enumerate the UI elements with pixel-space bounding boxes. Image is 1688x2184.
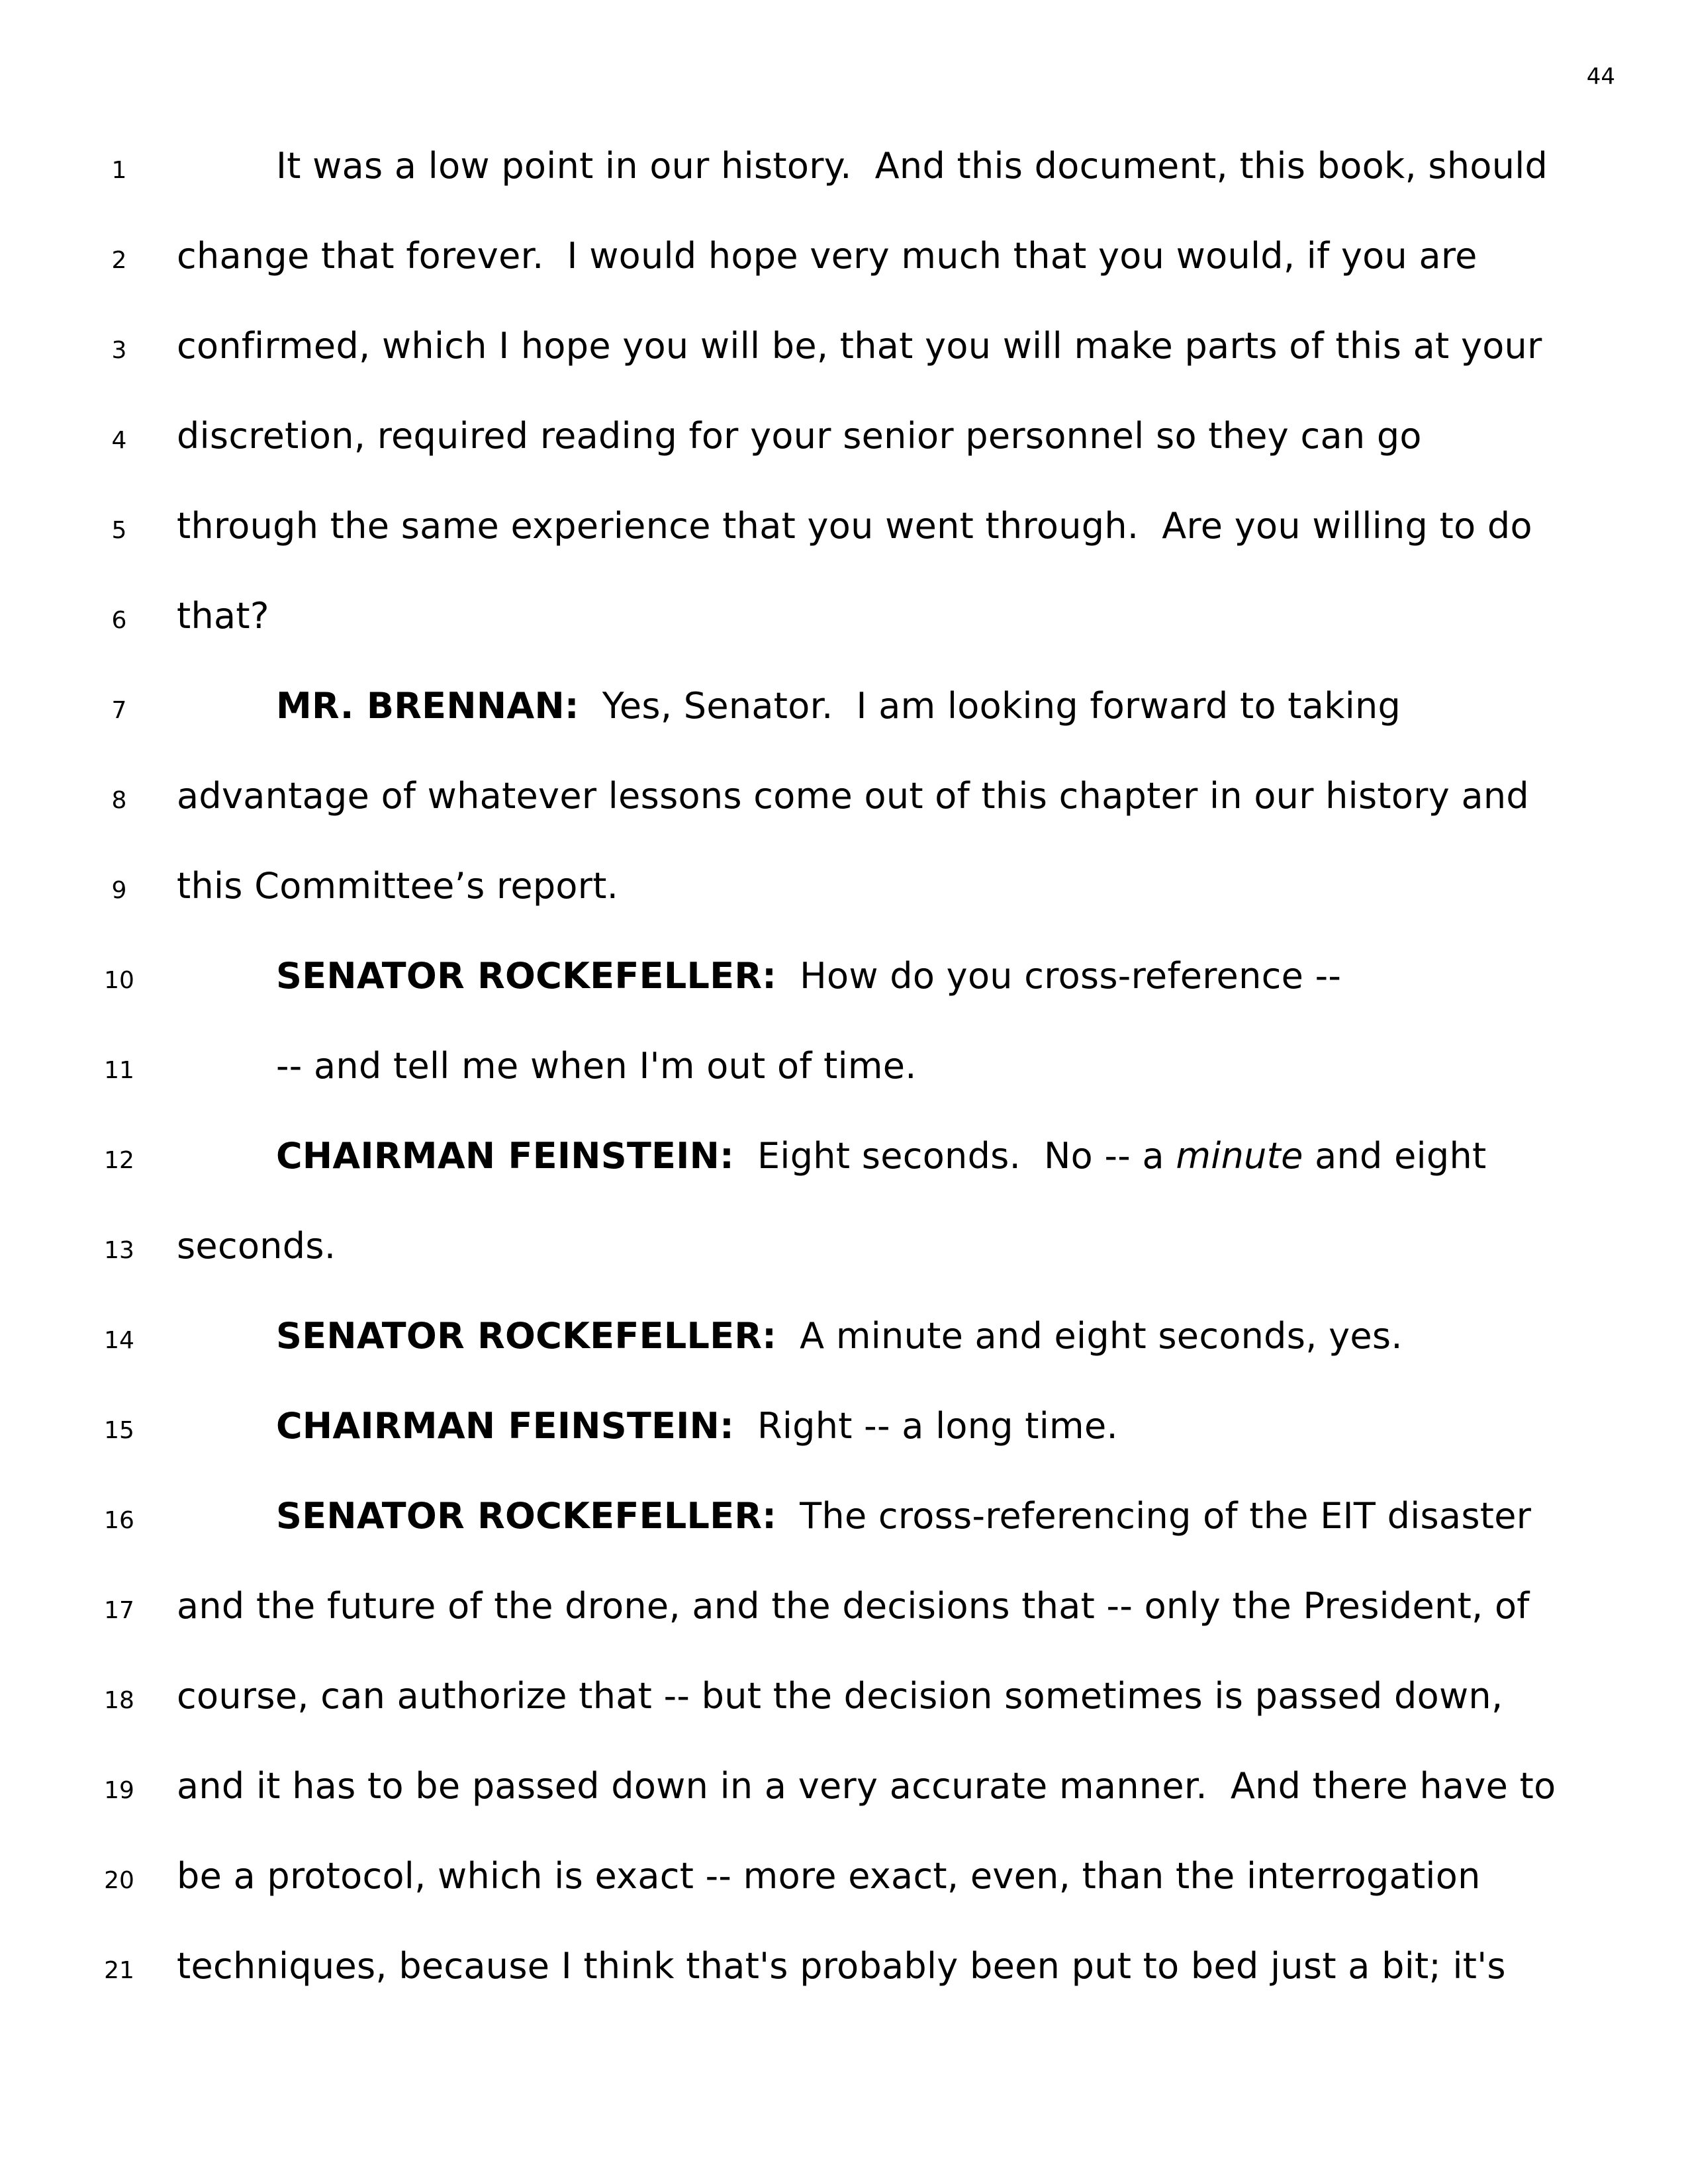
line-number: 21 [104,1957,134,1984]
line-text [276,1134,1486,1178]
line-number: 3 [111,337,127,364]
speech-text: How do you cross-reference -- [776,955,1342,997]
line-text [276,1314,1403,1358]
line-number: 18 [104,1687,134,1714]
line-number: 6 [111,607,127,634]
line-text: change that forever. I would hope very much that you would, if you are [177,235,1477,277]
line-number: 14 [104,1327,134,1354]
line-text: through the same experience that you went through. Are you willing to do [177,505,1532,547]
line-text: course, can authorize that -- but the decision sometimes is passed down, [177,1675,1503,1717]
line-number: 8 [111,787,127,814]
speaker-name: CHAIRMAN FEINSTEIN: [276,1405,735,1447]
line-number: 7 [111,697,127,724]
line-text [276,954,1341,998]
speech-text: A minute and eight seconds, yes. [776,1315,1403,1357]
speaker-name: SENATOR ROCKEFELLER: [276,955,777,997]
line-text: this Committee’s report. [177,865,619,907]
transcript-line [0,1945,1688,2074]
line-number: 15 [104,1417,134,1444]
line-text: advantage of whatever lessons come out of this chapter in our history and [177,775,1529,817]
line-text: It was a low point in our history. And this document, this book, should [276,145,1548,187]
line-text: and it has to be passed down in a very accurate manner. And there have to [177,1765,1556,1807]
line-number: 19 [104,1777,134,1804]
line-number: 17 [104,1597,134,1624]
line-number: 11 [104,1057,134,1084]
line-text: and the future of the drone, and the decisions that -- only the President, of [177,1585,1530,1627]
speech-text: Right -- a long time. [734,1405,1118,1447]
line-number: 20 [104,1867,134,1894]
line-text: -- and tell me when I'm out of time. [276,1045,917,1087]
line-text [276,1494,1531,1538]
line-number: 9 [111,877,127,904]
line-text: be a protocol, which is exact -- more exact, even, than the interrogation [177,1855,1481,1897]
line-number: 4 [111,427,127,454]
page-number: 44 [1586,64,1615,90]
line-text [276,1404,1118,1448]
line-text: discretion, required reading for your senior personnel so they can go [177,415,1422,457]
line-number: 5 [111,517,127,544]
line-number: 12 [104,1147,134,1174]
line-text: that? [177,595,269,637]
line-text: confirmed, which I hope you will be, that you will make parts of this at your [177,325,1542,367]
speaker-name: CHAIRMAN FEINSTEIN: [276,1135,735,1177]
line-number: 2 [111,247,127,274]
line-text [276,684,1401,728]
speech-text-after: and eight [1303,1135,1487,1177]
speaker-name: SENATOR ROCKEFELLER: [276,1495,777,1537]
line-number: 10 [104,967,134,994]
line-number: 13 [104,1237,134,1264]
speech-text: Eight seconds. No -- a [734,1135,1176,1177]
line-text: seconds. [177,1225,336,1267]
speech-text: Yes, Senator. I am looking forward to taking [579,685,1401,727]
line-number: 16 [104,1507,134,1534]
line-number: 1 [111,157,127,184]
emphasized-word: minute [1176,1135,1303,1177]
speaker-name: SENATOR ROCKEFELLER: [276,1315,777,1357]
line-text: techniques, because I think that's probably been put to bed just a bit; it's [177,1945,1506,1987]
speech-text: The cross-referencing of the EIT disaster [776,1495,1532,1537]
speaker-name: MR. BRENNAN: [276,685,579,727]
